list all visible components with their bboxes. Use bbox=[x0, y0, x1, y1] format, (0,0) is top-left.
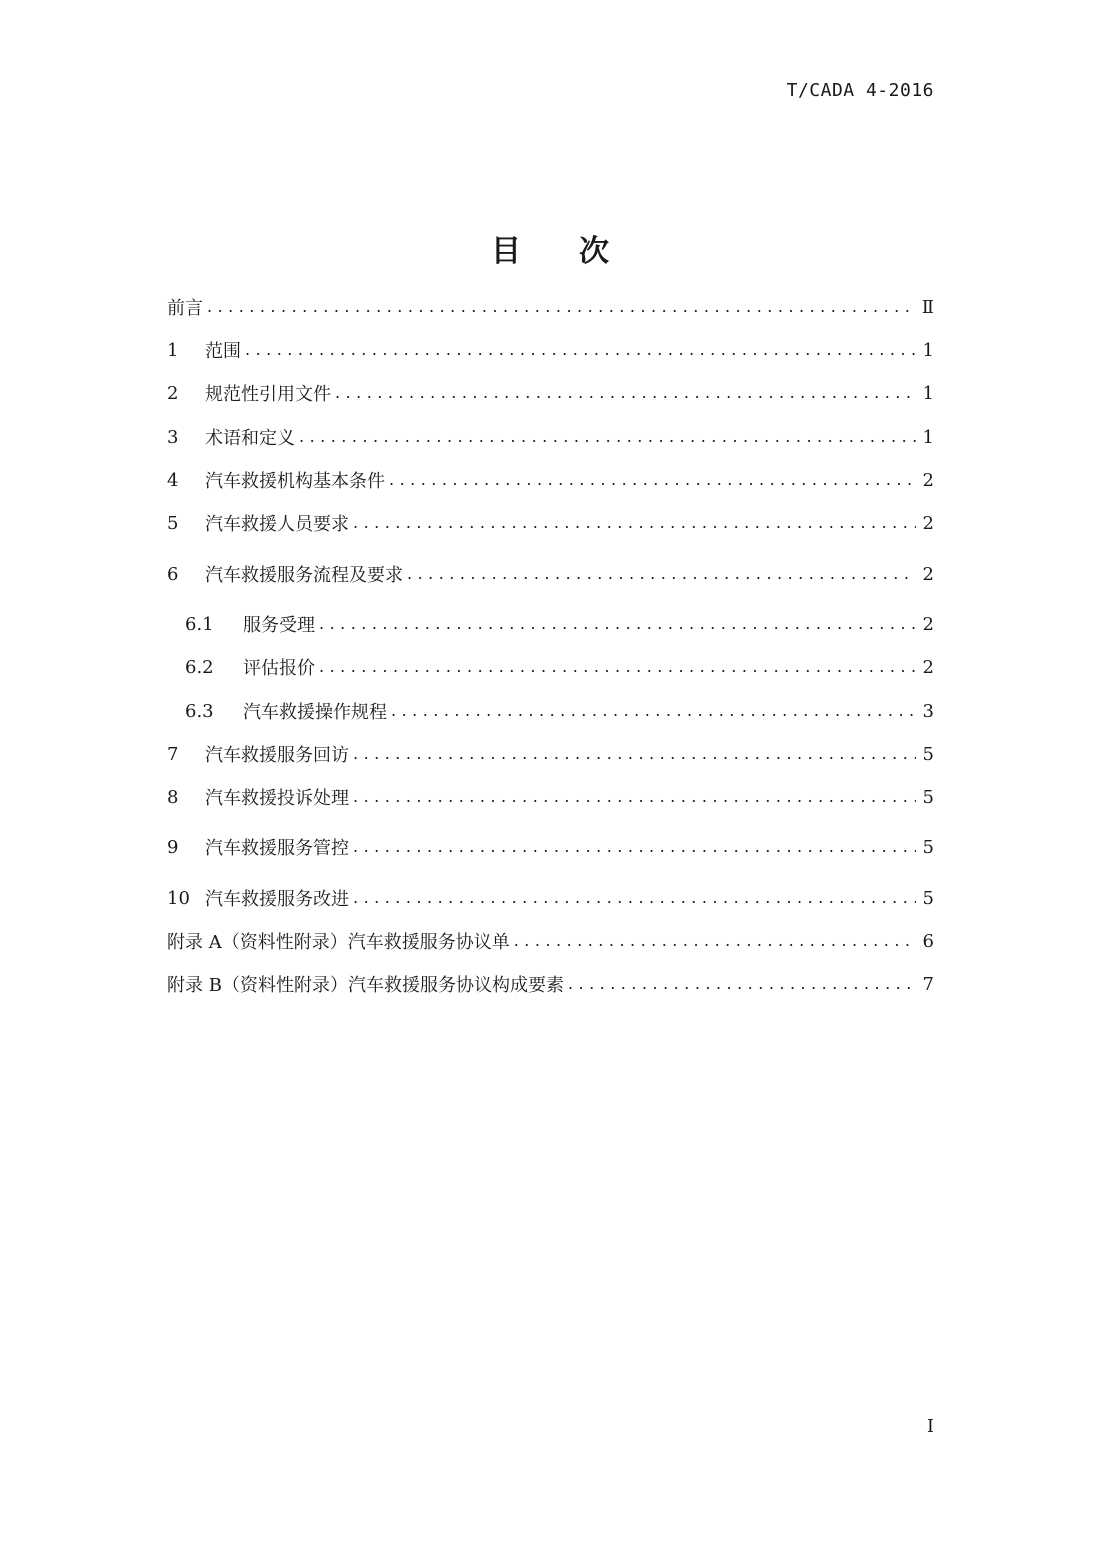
toc-dot-leader bbox=[245, 339, 916, 361]
toc-entry-number: 8 bbox=[167, 786, 179, 808]
toc-entry-number: 2 bbox=[167, 382, 179, 404]
document-code: T/CADA 4-2016 bbox=[786, 80, 934, 101]
toc-entry-title: 附录 B（资料性附录）汽车救援服务协议构成要素 bbox=[167, 975, 564, 996]
toc-entry-title: 汽车救援服务回访 bbox=[205, 745, 349, 766]
toc-entry-title: 汽车救援服务流程及要求 bbox=[205, 565, 403, 586]
toc-dot-leader bbox=[407, 563, 916, 585]
toc-entry-6-2[interactable] bbox=[185, 652, 934, 682]
toc-entry-page: 3 bbox=[922, 700, 934, 722]
toc-entry-title: 术语和定义 bbox=[205, 428, 295, 449]
toc-dot-leader bbox=[514, 930, 916, 952]
toc-entry-4[interactable] bbox=[167, 465, 934, 495]
toc-entry-7[interactable] bbox=[167, 739, 934, 769]
toc-entry-1[interactable] bbox=[167, 335, 934, 365]
page-title-part1: 目 bbox=[491, 234, 521, 269]
toc-entry-title: 附录 A（资料性附录）汽车救援服务协议单 bbox=[167, 932, 510, 953]
toc-dot-leader bbox=[207, 296, 916, 318]
toc-entry-page: 5 bbox=[922, 743, 934, 765]
toc-entry-page: 2 bbox=[922, 563, 934, 585]
toc-entry-6-3[interactable] bbox=[185, 696, 934, 726]
toc-entry-title: 汽车救援人员要求 bbox=[205, 514, 349, 535]
toc-entry-2[interactable] bbox=[167, 378, 934, 408]
toc-entry-number: 6.2 bbox=[185, 656, 214, 678]
toc-entry-page: Ⅱ bbox=[921, 296, 934, 318]
toc-entry-page: 2 bbox=[922, 469, 934, 491]
toc-dot-leader bbox=[319, 613, 916, 635]
toc-entry-number: 10 bbox=[167, 887, 190, 909]
toc-entry-number: 6 bbox=[167, 563, 179, 585]
toc-entry-number: 9 bbox=[167, 836, 179, 858]
toc-dot-leader bbox=[353, 743, 916, 765]
toc-entry-title: 汽车救援机构基本条件 bbox=[205, 471, 385, 492]
toc-entry-appendix-a[interactable] bbox=[167, 926, 934, 956]
toc-entry-page: 7 bbox=[922, 973, 934, 995]
toc-entry-title: 汽车救援投诉处理 bbox=[205, 788, 349, 809]
toc-entry-appendix-b[interactable] bbox=[167, 969, 934, 999]
page-number: I bbox=[926, 1416, 934, 1437]
toc-entry-page: 2 bbox=[922, 613, 934, 635]
toc-entry-page: 6 bbox=[922, 930, 934, 952]
toc-entry-number: 6.3 bbox=[185, 700, 214, 722]
toc-entry-foreword[interactable] bbox=[167, 292, 934, 322]
toc-entry-10[interactable] bbox=[167, 883, 934, 913]
toc-entry-9[interactable] bbox=[167, 832, 934, 862]
toc-dot-leader bbox=[353, 512, 916, 534]
toc-entry-number: 3 bbox=[167, 426, 179, 448]
toc-entry-6[interactable] bbox=[167, 559, 934, 589]
toc-entry-title: 汽车救援服务管控 bbox=[205, 838, 349, 859]
toc-entry-page: 5 bbox=[922, 786, 934, 808]
toc-entry-page: 1 bbox=[922, 382, 934, 404]
toc-entry-8[interactable] bbox=[167, 782, 934, 812]
toc-entry-page: 1 bbox=[922, 339, 934, 361]
toc-entry-number: 7 bbox=[167, 743, 179, 765]
toc-dot-leader bbox=[319, 656, 916, 678]
toc-entry-title: 服务受理 bbox=[243, 615, 315, 636]
toc-entry-page: 2 bbox=[922, 656, 934, 678]
toc-entry-6-1[interactable] bbox=[185, 609, 934, 639]
toc-entry-title: 评估报价 bbox=[243, 658, 315, 679]
toc-entry-page: 5 bbox=[922, 836, 934, 858]
page-title bbox=[0, 226, 1100, 270]
toc-entry-number: 5 bbox=[167, 512, 179, 534]
page-title-part2: 次 bbox=[579, 234, 609, 269]
toc-entry-number: 4 bbox=[167, 469, 179, 491]
toc-entry-title: 范围 bbox=[205, 341, 241, 362]
toc-dot-leader bbox=[568, 973, 916, 995]
toc-entry-number: 6.1 bbox=[185, 613, 214, 635]
toc-dot-leader bbox=[335, 382, 916, 404]
toc-entry-title: 汽车救援操作规程 bbox=[243, 702, 387, 723]
toc-entry-title: 规范性引用文件 bbox=[205, 384, 331, 405]
toc-dot-leader bbox=[353, 887, 916, 909]
toc-entry-3[interactable] bbox=[167, 422, 934, 452]
toc-dot-leader bbox=[389, 469, 916, 491]
toc-entry-5[interactable] bbox=[167, 508, 934, 538]
toc-entry-page: 2 bbox=[922, 512, 934, 534]
toc-entry-page: 5 bbox=[922, 887, 934, 909]
toc-entry-number: 1 bbox=[167, 339, 179, 361]
toc-dot-leader bbox=[353, 786, 916, 808]
toc-entry-page: 1 bbox=[922, 426, 934, 448]
toc-dot-leader bbox=[391, 700, 916, 722]
toc-dot-leader bbox=[299, 426, 916, 448]
toc-dot-leader bbox=[353, 836, 916, 858]
toc-entry-title: 前言 bbox=[167, 298, 203, 319]
toc-entry-title: 汽车救援服务改进 bbox=[205, 889, 349, 910]
